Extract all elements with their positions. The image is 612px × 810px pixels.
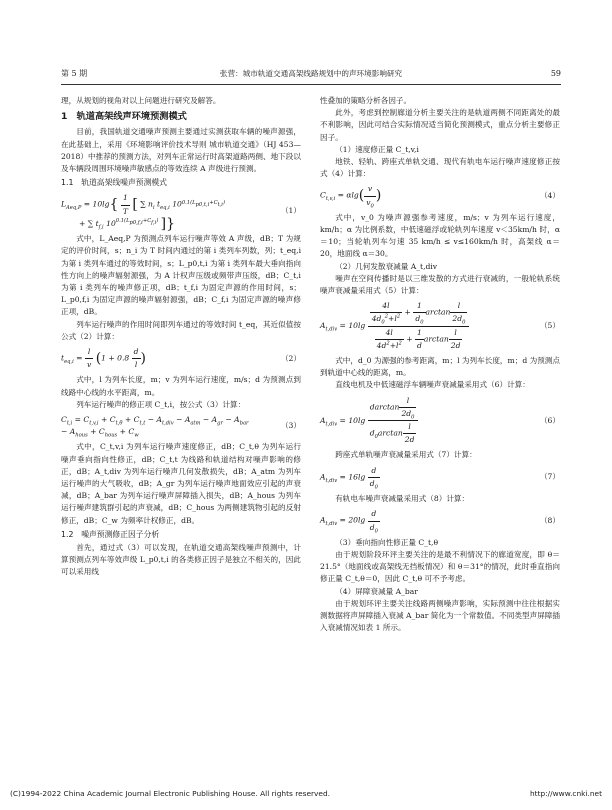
item-heading: （2）几何发散衰减量 A_t,div (335, 261, 438, 271)
equation-number: （6） (539, 415, 560, 425)
cnki-link[interactable]: http://www.cnki.net (529, 789, 602, 798)
section-heading-1: 1 轨道高架线声环境预测模式 (61, 111, 187, 123)
paragraph: 式中，v_0 为噪声源强参考速度，m/s；v 为列车运行速度，km/h；α 为比例系数，中低速磁浮或轮轨列车速度 v＜35km/h 时，α＝10；当轮轨列车匀速 35 km/h ≤ v≤160km/h 时，高架线 α＝20，地面线 α＝30。 (320, 212, 560, 259)
item-heading: （4）屏障衰减量 A_bar (335, 586, 418, 596)
paragraph: 式中，d_0 为源强的参考距离，m；l 为列车长度，m；d 为预测点到轨道中心线的距离，m。 (320, 356, 560, 378)
equation-7: $A_{t,div} = 16\lg$ $\frac{d}{d_0}$ （7） (320, 465, 560, 491)
header-rule (61, 84, 561, 85)
paragraph: 列车运行噪声的修正项 C_t,i，按公式（3）计算： (76, 399, 246, 409)
equation-number: （1） (280, 206, 301, 216)
running-title: 张营：城市轨道交通高架线路规划中的声环境影响研究 (219, 69, 403, 78)
right-column (320, 95, 560, 634)
equation-1: $L_{Aeq,P} = 10\lg${ $\frac{1}{T}$ [ ∑ $n_i$ $t_{eq,i}$ $10^{0.1(L_{p0,t,i}+C_{t,i})}$ + ∑ $t_{f,i}$ $10^{0.1(L_{p0,f,i}+C_{f,i})}$ ]} （1） (61, 193, 301, 232)
paragraph: 地铁、轻轨、跨座式单轨交通、现代有轨电车运行噪声速度修正按式（4）计算： (320, 157, 560, 179)
equation-number: （3） (280, 421, 301, 431)
page-number: 59 (550, 69, 561, 78)
left-column (61, 95, 301, 579)
paragraph: 噪声在空间传播时是以三维发散的方式进行衰减的，一般轮轨系统噪声衰减量采用式（5）计算： (320, 273, 560, 296)
paragraph: 此外，考虑到控制廊道分析主要关注的是轨道两侧不同距离处的最不利影响，因此可结合实际情况适当简化预测模式，重点分析主要修正因子。 (320, 108, 560, 142)
equation-5: $A_{t,div} = 10\lg$ $\frac{4l}{4d_0^2+l^2}$ + $\frac{1}{d_0}$ arctan $\frac{l}{2d_0}$ $\frac{4l}{4d^2+l^2}$ + $\frac{1}{d}$ arctan $\frac{l}{2d}$ （5） (320, 301, 560, 350)
paragraph: 直线电机及中低速磁浮车辆噪声衰减量采用式（6）计算： (335, 380, 530, 390)
equation-number: （4） (539, 191, 560, 201)
paragraph: 由于规划阶段环评主要关注的是最不利情况下的廊道宽度，即 θ＝21.5°（地面线或高架线无挡板情况）和 θ＝31°的情况，此时垂直指向修正量 C_t,θ＝0，因此 C_t,θ 可不予考虑。 (320, 549, 560, 584)
equation-6: $A_{t,div} = 10\lg$ darctan $\frac{l}{2d_0}$ $d_0\arctan$ $\frac{l}{2d}$ （6） (320, 395, 560, 445)
equation-4: $C_{t,v,i} = \alpha\lg$( $\frac{v}{v_0}$ ) （4） (320, 184, 560, 210)
paragraph: 性叠加的策略分析各因子。 (320, 96, 412, 105)
paragraph: 首先，通过式（3）可以发现，在轨道交通高架线噪声预测中，计算预测点列车等效声级 L_p0,t,i 的各类修正因子是独立不相关的，因此可以采用线 (61, 543, 301, 577)
paragraph: 由于规划环评主要关注线路两侧噪声影响，实际预测中往往根据实测数据将声屏障插入衰减 A_bar 简化为一个常数值。不同类型声屏障插入衰减情况如表 1 所示。 (320, 598, 560, 633)
equation-number: （8） (539, 515, 560, 525)
subsection-heading-1-1: 1.1 轨道高架线噪声预测模式 (61, 178, 167, 188)
item-heading: （3）垂向指向性修正量 C_t,θ (335, 537, 439, 547)
issue-number: 第 5 期 (61, 69, 88, 78)
subsection-heading-1-2: 1.2 噪声预测修正因子分析 (61, 529, 160, 539)
paragraph: 式中，L_Aeq,P 为预测点列车运行噪声等效 A 声级，dB；T 为规定的评价时间，s；n_i 为 T 时间内通过的第 i 类列车列数，列；t_eq,i 为第 i 类列车通过的等效时间，s；L_p0,t,i 为第 i 类列车最大垂向指向性方向上的噪声辐射源强，为 A 计权声压级或频带声压级，dB；C_t,i 为第 i 类列车的噪声修正项，dB；t_f,i 为固定声源的作用时间，s；L_p0,f,i 为固定声源的噪声辐射源强，dB；C_f,i 为固定声源的噪声修正项，dB。 (61, 234, 301, 317)
paragraph: 列车运行噪声的作用时间即列车通过的等效时间 t_eq，其近似值按公式（2）计算： (61, 319, 301, 341)
equation-3: $C_{t,i} = C_{t,v,i} + C_{t,\theta} + C_{t,t} - A_{t,div} - A_{atm} - A_{gr} - A_{bar}$ − $A_{hous} + C_{hous} + C_w$ （3） (61, 414, 301, 439)
paragraph: 目前，我国轨道交通噪声预测主要通过实测获取车辆的噪声源强，在此基础上，采用《环境影响评价技术导则 城市轨道交通》（HJ 453—2018）中推荐的预测方法，对列车正常运行时高架道路两侧、地下段以及车辆段周围环境噪声敏感点的等效连续 A 声级进行预测。 (61, 127, 301, 174)
equation-2: $t_{eq,i}$ = $\frac{l}{v}$ (1 + 0.8 $\frac{d}{l}$ ) （2） (61, 346, 301, 370)
running-header (61, 68, 561, 82)
paragraph: 理，从规划的视角对以上问题进行研究及解答。 (61, 96, 221, 105)
equation-number: （5） (539, 321, 560, 331)
equation-8: $A_{t,div} = 20\lg$ $\frac{d}{d_0}$ （8） (320, 509, 560, 535)
item-heading: （1）速度修正量 C_t,v,i (335, 144, 419, 154)
paragraph: 式中，C_t,v,i 为列车运行噪声速度修正，dB；C_t,θ 为列车运行噪声垂向指向性修正，dB；C_t,t 为线路和轨道结构对噪声影响的修正，dB；A_t,div 为列车运行噪声几何发散损失，dB；A_atm 为列车运行噪声的大气吸收，dB；A_gr 为列车运行噪声地面效应引起的声衰减，dB；A_bar 为列车运行噪声屏障插入损失，dB；A_hous 为列车运行噪声建筑群引起的声衰减，dB；C_hous 为两侧建筑物引起的反射修正，dB；C_w 为频率计权修正，dB。 (61, 442, 301, 525)
equation-number: （2） (280, 353, 301, 363)
equation-number: （7） (539, 472, 560, 482)
paragraph: 跨座式单轨噪声衰减量采用式（7）计算： (335, 450, 477, 460)
paragraph: 式中，l 为列车长度，m；v 为列车运行速度，m/s；d 为预测点到线路中心线的水平距离，m。 (61, 375, 301, 397)
paragraph: 有轨电车噪声衰减量采用式（8）计算： (335, 494, 470, 504)
copyright-text: (C)1994-2022 China Academic Journal Electronic Publishing House. All rights reserved. (10, 789, 331, 798)
